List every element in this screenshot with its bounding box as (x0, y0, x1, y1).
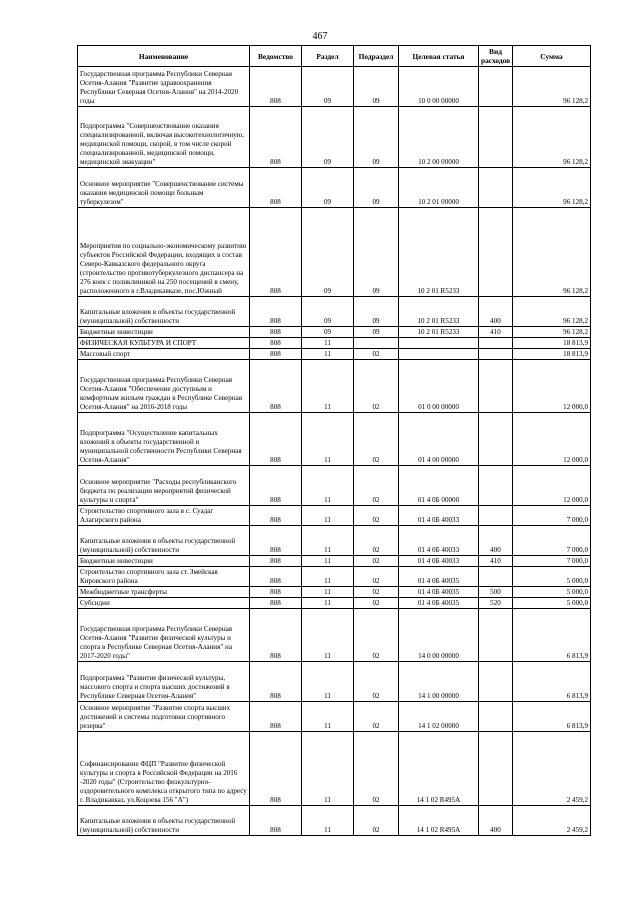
row-subsection: 09 (354, 208, 399, 297)
table-row (78, 732, 591, 806)
row-amount: 6 813,9 (513, 609, 591, 662)
row-subsection: 02 (354, 567, 399, 587)
row-expense-type (479, 567, 513, 587)
row-expense-type (479, 662, 513, 702)
row-target-article: 10 2 01 00000 (399, 168, 479, 208)
header-department: Ведомство (250, 46, 302, 67)
table-row (78, 609, 591, 662)
row-department: 808 (250, 338, 302, 349)
row-expense-type (479, 349, 513, 360)
row-department: 808 (250, 567, 302, 587)
row-section: 11 (302, 587, 354, 598)
row-department: 808 (250, 702, 302, 732)
row-amount: 18 813,9 (513, 338, 591, 349)
row-subsection: 02 (354, 806, 399, 836)
row-subsection (354, 338, 399, 349)
row-name: Основное мероприятие "Расходы республиканского бюджета по реализации мероприятий физической культуры и спорта" (78, 466, 250, 506)
row-amount: 7 000,0 (513, 506, 591, 526)
row-target-article: 10 2 01 R5233 (399, 208, 479, 297)
row-name: Мероприятия по социально-экономическому развитию субъектов Российской Федерации, входящих в состав Северо-Кавказского федерального округа (строительство противотуберкулезного диспансера на 276 коек с поликлиникой на 250 посещений в смену, расположенного в г.Владикавказе, пос.Южный (78, 208, 250, 297)
row-subsection: 09 (354, 168, 399, 208)
row-subsection: 02 (354, 587, 399, 598)
row-section: 11 (302, 732, 354, 806)
table-row (78, 526, 591, 556)
row-amount: 6 813,9 (513, 702, 591, 732)
row-amount: 96 128,2 (513, 168, 591, 208)
table-row (78, 567, 591, 587)
table-row (78, 208, 591, 297)
table-row (78, 598, 591, 609)
header-section: Раздел (302, 46, 354, 67)
row-department: 808 (250, 526, 302, 556)
header-name: Наименование (78, 46, 250, 67)
row-name: Основное мероприятие "Развитие спорта высших достижений и системы подготовки спортивного резерва" (78, 702, 250, 732)
row-department: 808 (250, 506, 302, 526)
table-row (78, 360, 591, 413)
row-section: 11 (302, 349, 354, 360)
row-department: 808 (250, 662, 302, 702)
row-subsection: 02 (354, 609, 399, 662)
row-name: Капитальные вложения в объекты государственной (муниципальной) собственности (78, 806, 250, 836)
table-row (78, 466, 591, 506)
row-subsection: 09 (354, 67, 399, 107)
table-row (78, 413, 591, 466)
row-section: 11 (302, 556, 354, 567)
row-department: 808 (250, 466, 302, 506)
row-department: 808 (250, 208, 302, 297)
row-expense-type: 520 (479, 598, 513, 609)
row-subsection: 09 (354, 297, 399, 327)
row-department: 808 (250, 732, 302, 806)
row-expense-type (479, 67, 513, 107)
row-target-article: 14 1 02 R495A (399, 732, 479, 806)
row-expense-type: 410 (479, 327, 513, 338)
row-expense-type: 410 (479, 556, 513, 567)
row-target-article: 01 0 00 00000 (399, 360, 479, 413)
row-amount: 96 128,2 (513, 67, 591, 107)
row-amount: 5 000,0 (513, 598, 591, 609)
row-expense-type: 500 (479, 587, 513, 598)
row-expense-type (479, 506, 513, 526)
row-section: 09 (302, 297, 354, 327)
row-name: Межбюджетные трансферты (78, 587, 250, 598)
table-row (78, 67, 591, 107)
row-name: Государственная программа Республики Северная Осетия-Алания "Обеспечение доступным и комфортным жильем граждан в Республике Северная Осетия-Алания" на 2016-2018 годы (78, 360, 250, 413)
table-header-row (78, 46, 591, 67)
row-department: 808 (250, 806, 302, 836)
row-department: 808 (250, 413, 302, 466)
row-amount: 96 128,2 (513, 208, 591, 297)
row-target-article (399, 349, 479, 360)
row-section: 09 (302, 168, 354, 208)
budget-table (77, 45, 591, 836)
row-section: 11 (302, 609, 354, 662)
row-section: 11 (302, 466, 354, 506)
row-subsection: 02 (354, 360, 399, 413)
row-department: 808 (250, 327, 302, 338)
row-subsection: 02 (354, 349, 399, 360)
row-expense-type (479, 413, 513, 466)
row-section: 09 (302, 327, 354, 338)
row-amount: 5 000,0 (513, 587, 591, 598)
row-department: 808 (250, 168, 302, 208)
table-row (78, 338, 591, 349)
row-name: Капитальные вложения в объекты государственной (муниципальной) собственности (78, 297, 250, 327)
row-subsection: 02 (354, 598, 399, 609)
row-department: 808 (250, 107, 302, 168)
row-subsection: 02 (354, 732, 399, 806)
row-section: 11 (302, 506, 354, 526)
row-expense-type (479, 702, 513, 732)
row-amount: 2 459,2 (513, 732, 591, 806)
table-row (78, 556, 591, 567)
row-section: 11 (302, 526, 354, 556)
row-name: Государственная программа Республики Северная Осетия-Алания "Развитие физической культуры и спорта в Республике Северная Осетия-Алания" на 2017-2020 годы" (78, 609, 250, 662)
row-target-article: 14 0 00 00000 (399, 609, 479, 662)
row-name: Массовый спорт (78, 349, 250, 360)
row-department: 808 (250, 609, 302, 662)
row-target-article: 01 4 0Б 40035 (399, 598, 479, 609)
row-expense-type (479, 168, 513, 208)
row-department: 808 (250, 360, 302, 413)
row-target-article: 01 4 0Б 40033 (399, 526, 479, 556)
row-section: 09 (302, 107, 354, 168)
row-department: 808 (250, 297, 302, 327)
row-amount: 12 000,0 (513, 413, 591, 466)
row-target-article (399, 338, 479, 349)
row-subsection: 02 (354, 662, 399, 702)
page-number: 467 (312, 31, 328, 42)
row-subsection: 02 (354, 702, 399, 732)
row-name: Подпрограмма "Осуществление капитальных вложений в объекты государственной и муниципальной собственности Республики Северная Осетия-Алания" (78, 413, 250, 466)
row-name: Бюджетные инвестиции (78, 327, 250, 338)
row-amount: 12 000,0 (513, 466, 591, 506)
row-department: 808 (250, 349, 302, 360)
table-row (78, 168, 591, 208)
row-target-article: 10 2 00 00000 (399, 107, 479, 168)
row-department: 808 (250, 587, 302, 598)
row-subsection: 09 (354, 327, 399, 338)
row-name: Бюджетные инвестиции (78, 556, 250, 567)
row-name: Основное мероприятие "Совершенствование системы оказания медицинской помощи больным туберкулезом" (78, 168, 250, 208)
table-row (78, 327, 591, 338)
row-section: 11 (302, 598, 354, 609)
table-row (78, 662, 591, 702)
row-target-article: 14 1 02 R495A (399, 806, 479, 836)
row-section: 11 (302, 567, 354, 587)
row-section: 11 (302, 338, 354, 349)
row-name: Капитальные вложения в объекты государственной (муниципальной) собственности (78, 526, 250, 556)
row-expense-type (479, 732, 513, 806)
header-target-article: Целевая статья (399, 46, 479, 67)
row-expense-type (479, 208, 513, 297)
row-expense-type (479, 360, 513, 413)
row-department: 808 (250, 556, 302, 567)
row-section: 11 (302, 413, 354, 466)
row-target-article: 01 4 0Б 40033 (399, 556, 479, 567)
row-target-article: 10 0 00 00000 (399, 67, 479, 107)
row-target-article: 01 4 0Б 00000 (399, 466, 479, 506)
row-expense-type: 400 (479, 526, 513, 556)
row-section: 09 (302, 208, 354, 297)
row-section: 11 (302, 360, 354, 413)
row-name: Строительство спортивного зала в с. Суадаг Алагирского района (78, 506, 250, 526)
row-amount: 96 128,2 (513, 107, 591, 168)
table-row (78, 806, 591, 836)
table-row (78, 297, 591, 327)
row-expense-type (479, 466, 513, 506)
row-expense-type (479, 609, 513, 662)
table-row (78, 107, 591, 168)
row-name: Субсидии (78, 598, 250, 609)
row-department: 808 (250, 67, 302, 107)
table-row (78, 702, 591, 732)
row-target-article: 01 4 0Б 40033 (399, 506, 479, 526)
header-amount: Сумма (513, 46, 591, 67)
row-section: 11 (302, 662, 354, 702)
row-expense-type (479, 107, 513, 168)
table-row (78, 349, 591, 360)
row-amount: 6 813,9 (513, 662, 591, 702)
row-subsection: 02 (354, 466, 399, 506)
row-name: Государственная программа Республики Северная Осетия-Алания "Развитие здравоохранения Республики Северная Осетия-Алания" на 2014-2020 годы (78, 67, 250, 107)
row-amount: 96 128,2 (513, 327, 591, 338)
row-name: Софинансирование ФЦП "Развитие физической культуры и спорта в Российской Федерации на 2016 -2020 годы" (Строительство физкультурно-оздоровительного комплекса открытого типа по адресу г. Владикавказ, ул.Коцоева 156 "А") (78, 732, 250, 806)
row-amount: 2 459,2 (513, 806, 591, 836)
row-amount: 96 128,2 (513, 297, 591, 327)
row-amount: 12 000,0 (513, 360, 591, 413)
row-subsection: 02 (354, 506, 399, 526)
header-subsection: Подраздел (354, 46, 399, 67)
row-section: 09 (302, 67, 354, 107)
header-expense-type: Вид расходов (479, 46, 513, 67)
row-amount: 5 000,0 (513, 567, 591, 587)
row-target-article: 14 1 00 00000 (399, 662, 479, 702)
row-subsection: 02 (354, 526, 399, 556)
row-name: Строительство спортивного зала ст. Змейская Кировского района (78, 567, 250, 587)
row-section: 11 (302, 702, 354, 732)
row-name: ФИЗИЧЕСКАЯ КУЛЬТУРА И СПОРТ (78, 338, 250, 349)
table-row (78, 587, 591, 598)
row-amount: 7 000,0 (513, 556, 591, 567)
row-target-article: 14 1 02 00000 (399, 702, 479, 732)
row-amount: 18 813,9 (513, 349, 591, 360)
row-expense-type (479, 338, 513, 349)
table-row (78, 506, 591, 526)
row-name: Подпрограмма "Совершенствование оказания специализированной, включая высокотехнологичную, медицинской помощи, скорой, в том числе скорой специализированной, медицинской помощи, медицинской эвакуации" (78, 107, 250, 168)
row-target-article: 01 4 0Б 40035 (399, 567, 479, 587)
row-expense-type: 400 (479, 297, 513, 327)
row-subsection: 02 (354, 556, 399, 567)
row-target-article: 10 2 01 R5233 (399, 297, 479, 327)
row-section: 11 (302, 806, 354, 836)
row-amount: 7 000,0 (513, 526, 591, 556)
row-department: 808 (250, 598, 302, 609)
row-target-article: 01 4 00 00000 (399, 413, 479, 466)
row-subsection: 09 (354, 107, 399, 168)
row-target-article: 01 4 0Б 40035 (399, 587, 479, 598)
row-subsection: 02 (354, 413, 399, 466)
row-name: Подпрограмма "Развитие физической культуры, массового спорта и спорта высших достижений в Республике Северная Осетия-Алания" (78, 662, 250, 702)
row-expense-type: 400 (479, 806, 513, 836)
table-body (78, 67, 591, 836)
row-target-article: 10 2 01 R5233 (399, 327, 479, 338)
